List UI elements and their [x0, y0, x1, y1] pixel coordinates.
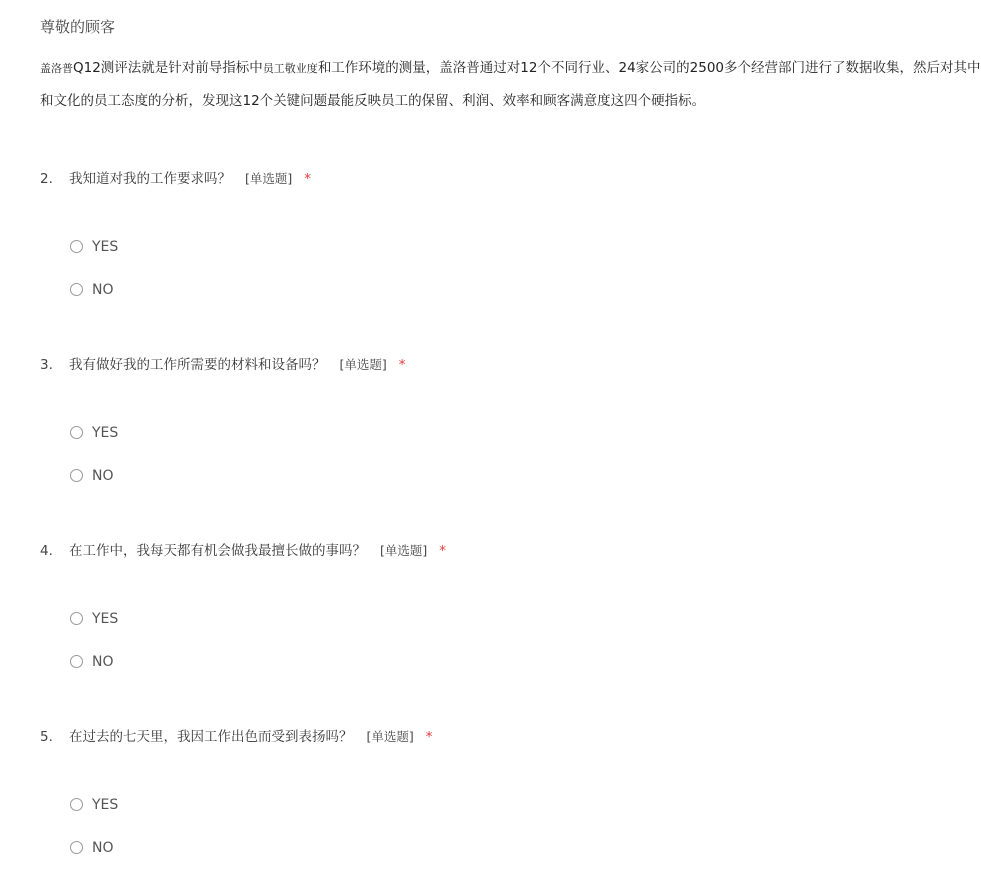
option-label: NO [92, 839, 114, 856]
radio-button[interactable] [70, 798, 83, 811]
option-list [70, 783, 118, 869]
option-yes[interactable] [70, 411, 118, 454]
intro-line-2: 和文化的员工态度的分析，发现这12个关键问题最能反映员工的保留、利润、效率和顾客满意度这四个硬指标。 [40, 93, 706, 109]
radio-button[interactable] [70, 655, 83, 668]
option-label: NO [92, 281, 114, 298]
intro-engagement: 员工敬业度 [262, 62, 318, 75]
intro-text-a: Q12测评法就是针对前导指标中 [73, 60, 263, 76]
option-no[interactable] [70, 826, 118, 869]
question-number: 4. [40, 543, 53, 559]
question-title-row [40, 167, 880, 191]
question-4 [40, 539, 880, 670]
option-no[interactable] [70, 640, 118, 683]
intro-gallup: 盖洛普 [40, 62, 73, 75]
question-type: [单选题] [339, 357, 387, 372]
required-marker: * [304, 171, 312, 187]
option-label: YES [92, 238, 119, 255]
option-label: YES [92, 610, 119, 627]
option-label: NO [92, 653, 114, 670]
radio-button[interactable] [70, 240, 83, 253]
question-text: 在过去的七天里，我因工作出色而受到表扬吗？ [69, 729, 353, 745]
radio-button[interactable] [70, 841, 83, 854]
option-label: YES [92, 796, 119, 813]
question-5 [40, 725, 880, 856]
radio-button[interactable] [70, 469, 83, 482]
question-number: 3. [40, 357, 53, 373]
question-text: 我有做好我的工作所需要的材料和设备吗？ [69, 357, 326, 373]
intro-line-1 [40, 52, 981, 85]
option-no[interactable] [70, 454, 118, 497]
question-title-row [40, 539, 880, 563]
survey-greeting: 尊敬的顾客 [40, 18, 116, 36]
option-label: NO [92, 467, 114, 484]
option-label: YES [92, 424, 119, 441]
required-marker: * [398, 357, 406, 373]
radio-button[interactable] [70, 283, 83, 296]
intro-text-b: 和工作环境的测量，盖洛普通过对12个不同行业、24家公司的2500多个经营部门进行了数据收集，然后对其中 [317, 60, 981, 76]
option-yes[interactable] [70, 783, 118, 826]
question-2 [40, 167, 880, 298]
question-number: 5. [40, 729, 53, 745]
question-title-row [40, 725, 880, 749]
option-no[interactable] [70, 268, 118, 311]
option-yes[interactable] [70, 597, 118, 640]
question-type: [单选题] [380, 543, 428, 558]
option-yes[interactable] [70, 225, 118, 268]
radio-button[interactable] [70, 612, 83, 625]
required-marker: * [425, 729, 433, 745]
option-list [70, 411, 118, 497]
question-text: 我知道对我的工作要求吗？ [69, 171, 231, 187]
required-marker: * [439, 543, 447, 559]
question-number: 2. [40, 171, 53, 187]
question-type: [单选题] [366, 729, 414, 744]
question-type: [单选题] [245, 171, 293, 186]
question-text: 在工作中，我每天都有机会做我最擅长做的事吗？ [69, 543, 366, 559]
radio-button[interactable] [70, 426, 83, 439]
question-3 [40, 353, 880, 484]
question-title-row [40, 353, 880, 377]
option-list [70, 597, 118, 683]
survey-intro [40, 52, 981, 118]
option-list [70, 225, 118, 311]
